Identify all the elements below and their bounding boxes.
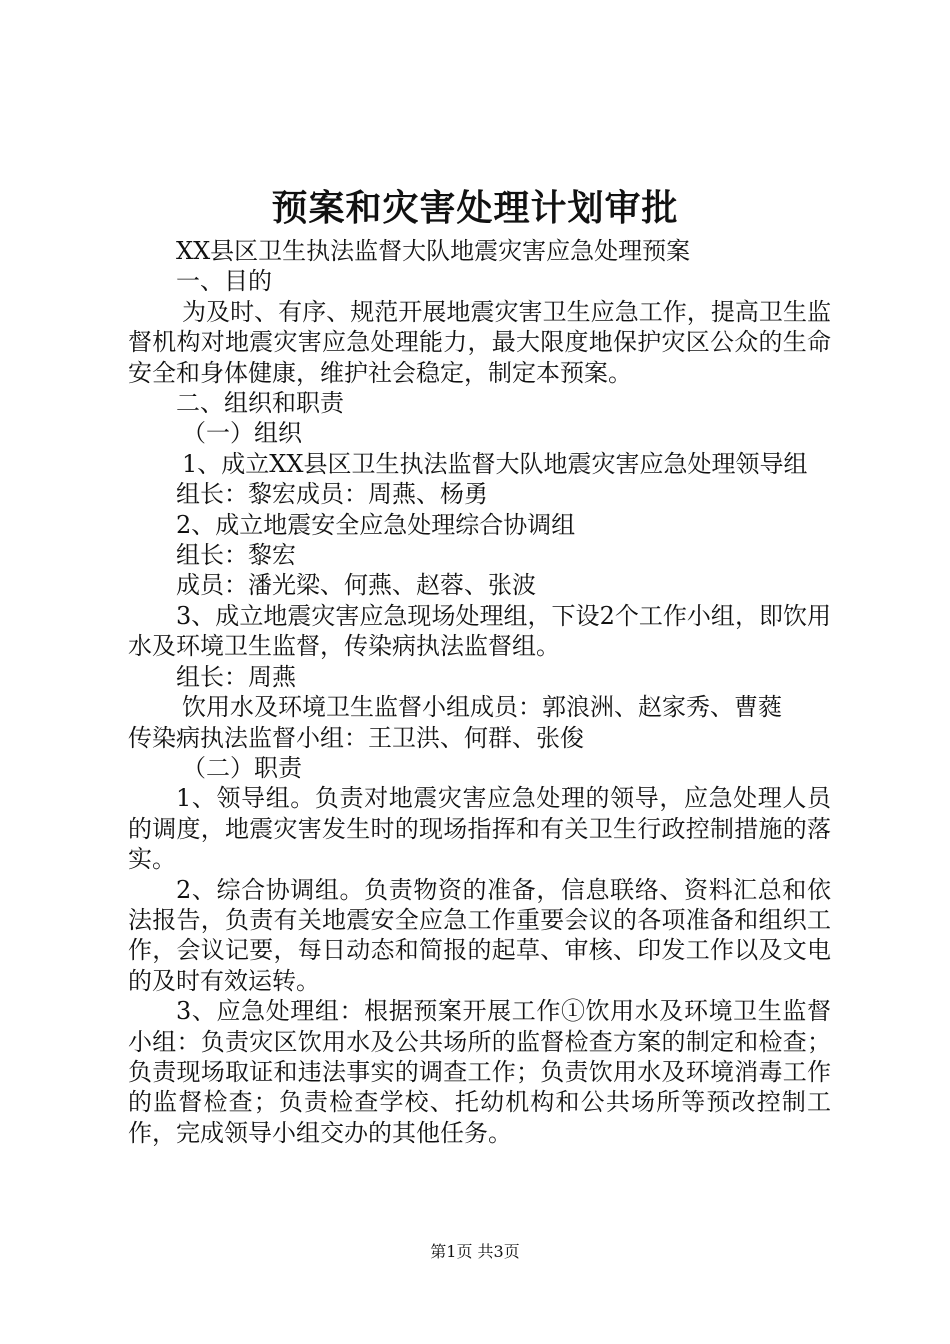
coordination-leader: 组长：黎宏 bbox=[176, 541, 296, 570]
field-group-paragraph: 3、成立地震灾害应急现场处理组，下设2个工作小组，即饮用水及环境卫生监督，传染病执法监督组。 bbox=[128, 601, 831, 661]
subsection-heading-duties: （二）职责 bbox=[182, 753, 302, 782]
section-heading-purpose: 一、目的 bbox=[176, 267, 272, 296]
page-number: 第1页 共3页 bbox=[430, 1242, 520, 1261]
leadership-members: 组长：黎宏成员：周燕、杨勇 bbox=[176, 480, 488, 509]
duty-leadership-paragraph: 1、领导组。负责对地震灾害应急处理的领导，应急处理人员的调度，地震灾害发生时的现场指挥和有关卫生行政控制措施的落实。 bbox=[128, 784, 831, 874]
section-heading-organization: 二、组织和职责 bbox=[176, 389, 344, 418]
coordination-group-paragraph: 2、成立地震安全应急处理综合协调组 bbox=[176, 510, 576, 539]
purpose-paragraph: 为及时、有序、规范开展地震灾害卫生应急工作，提高卫生监督机构对地震灾害应急处理能力，最大限度地保护灾区公众的生命安全和身体健康，维护社会稳定，制定本预案。 bbox=[128, 297, 831, 387]
document-body bbox=[128, 236, 831, 1148]
plan-heading: XX县区卫生执法监督大队地震灾害应急处理预案 bbox=[176, 237, 691, 265]
field-group-leader: 组长：周燕 bbox=[176, 662, 296, 691]
leadership-group-paragraph: 1、成立XX县区卫生执法监督大队地震灾害应急处理领导组 bbox=[182, 449, 808, 478]
water-team-members: 饮用水及环境卫生监督小组成员：郭浪洲、赵家秀、曹蕤 bbox=[182, 693, 782, 722]
duty-response-paragraph: 3、应急处理组：根据预案开展工作①饮用水及环境卫生监督小组：负责灾区饮用水及公共场所的监督检查方案的制定和检查；负责现场取证和违法事实的调查工作；负责饮用水及环境消毒工作的监督检查；负责检查学校、托幼机构和公共场所等预改控制工作，完成领导小组交办的其他任务。 bbox=[128, 997, 831, 1147]
duty-coordination-paragraph: 2、综合协调组。负责物资的准备，信息联络、资料汇总和依法报告，负责有关地震安全应急工作重要会议的各项准备和组织工作，会议记要，每日动态和简报的起草、审核、印发工作以及文电的及时有效运转。 bbox=[128, 875, 831, 995]
coordination-members: 成员：潘光梁、何燕、赵蓉、张波 bbox=[176, 571, 536, 600]
disease-team-members: 传染病执法监督小组：王卫洪、何群、张俊 bbox=[128, 723, 584, 752]
subsection-heading-organization: （一）组织 bbox=[182, 419, 302, 448]
document-title: 预案和灾害处理计划审批 bbox=[271, 187, 679, 229]
